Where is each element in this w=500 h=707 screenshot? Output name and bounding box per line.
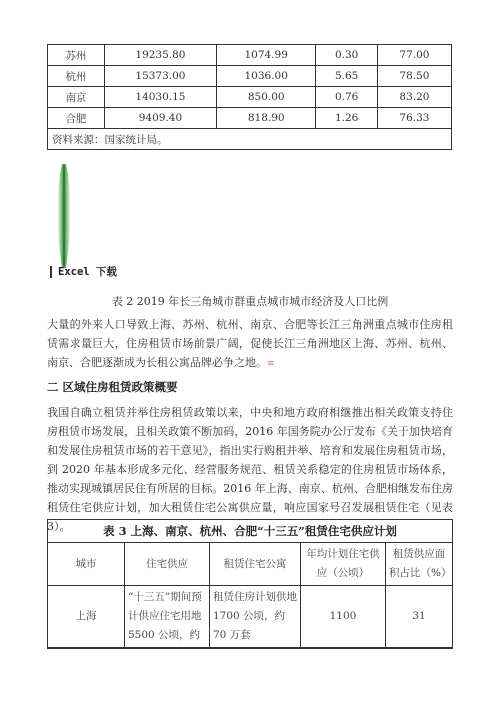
table-cell: 76.33 (377, 108, 451, 129)
column-header-rental-apartment: 租赁住宅公寓 (210, 543, 301, 586)
paragraph-text: 大量的外来人口导致上海、苏州、杭州、南京、合肥等长江三角洲重点城市住房租赁需求量巨大，住房租赁市场前景广阔，促使长江三角洲地区上海、苏州、杭州、南京、合肥逐渐成为长租公寓品牌必争之地。 (47, 318, 453, 369)
table-source-row (48, 129, 452, 150)
column-header-housing-supply: 住宅供应 (125, 543, 210, 586)
table-cell: 杭州 (48, 66, 105, 87)
table-cell: 租赁住房计划供地 1700 公顷，约 70 万套 (210, 586, 301, 648)
table-row (48, 66, 452, 87)
column-header-annual-supply: 年均计划住宅供应（公顷） (301, 543, 386, 586)
column-header-city: 城市 (48, 543, 125, 586)
table-cell: 苏州 (48, 45, 105, 66)
table-header-row (48, 543, 452, 586)
supply-plan-grid (48, 543, 452, 648)
table-cell: 1036.00 (217, 66, 316, 87)
table-row (48, 586, 452, 648)
table-cell: 0.30 (316, 45, 377, 66)
paragraph-rental-demand (47, 315, 453, 374)
table-cell: 1.26 (316, 108, 377, 129)
table-cell: 19235.80 (104, 45, 216, 66)
table-row (48, 87, 452, 108)
table-cell: 5.65 (316, 66, 377, 87)
table-cell: 818.90 (217, 108, 316, 129)
economy-population-table (47, 44, 452, 150)
table-cell: 南京 (48, 87, 105, 108)
table-cell: 850.00 (217, 87, 316, 108)
section-heading: 二 区域住房租赁政策概要 (47, 380, 178, 394)
table-cell: 上海 (48, 586, 125, 648)
table-cell: 78.50 (377, 66, 451, 87)
column-header-rental-ratio: 租赁供应面积占比（%） (386, 543, 453, 586)
note-mark-icon[interactable]: ≡ (267, 359, 275, 369)
table-cell: 83.20 (377, 87, 451, 108)
table-cell: 14030.15 (104, 87, 216, 108)
table-cell: 1100 (301, 586, 386, 648)
table-cell: 9409.40 (104, 108, 216, 129)
table-row (48, 45, 452, 66)
excel-logo-icon (50, 160, 80, 272)
paragraph-policy-overview: 我国自确立租赁并举住房租赁政策以来，中央和地方政府相继推出相关政策支持住房租赁市场发展，且相关政策不断加码，2016 年国务院办公厅发布《关于加快培育和发展住房租赁市场的若干意见》，指出实行购租并举、培育和发展住房租赁市场，到 2020 年基本形成多元化、经营服务规范、租赁关系稳定的住房租赁市场体系，推动实现城镇居民住有所居的目标。2016 年上海、南京、杭州、合肥相继发布住房租赁住宅供应计划，加大租赁住宅公寓供应量，响应国家号召发展租赁住宅（见表 3）。 (47, 406, 453, 533)
table-source-note: 资料来源：国家统计局。 (48, 129, 452, 150)
table-row (48, 108, 452, 129)
table-cell: 1074.99 (217, 45, 316, 66)
excel-download-link[interactable]: Excel 下载 (50, 266, 117, 278)
supply-plan-table (47, 519, 453, 649)
table-cell: 0.76 (316, 87, 377, 108)
table-cell: 31 (386, 586, 453, 648)
table-cell: 合肥 (48, 108, 105, 129)
table3-title: 表 3 上海、南京、杭州、合肥“十三五”租赁住宅供应计划 (48, 520, 452, 543)
table-cell: 77.00 (377, 45, 451, 66)
table-cell: “十三五”期间预计供应住宅用地 5500 公顷，约 (125, 586, 210, 648)
table-cell: 15373.00 (104, 66, 216, 87)
table2-caption: 表 2 2019 年长三角城市群重点城市城市经济及人口比例 (111, 295, 389, 308)
